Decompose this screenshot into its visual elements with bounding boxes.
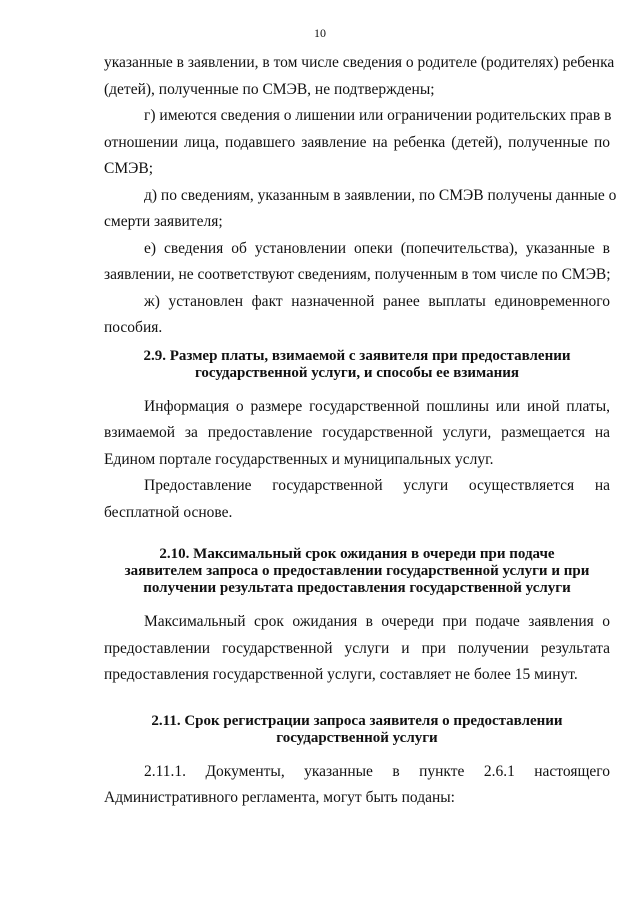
text-line: указанные в заявлении, в том числе сведения о родителе (родителях) ребенка — [104, 54, 615, 71]
list-item-zh: ж) установлен факт назначенной ранее выплаты единовременного — [144, 292, 610, 310]
list-item-g: г) имеются сведения о лишении или ограничении родительских прав в — [144, 107, 612, 124]
paragraph-line: Максимальный срок ожидания в очереди при подаче заявления о — [144, 613, 610, 630]
section-2-9-body — [104, 394, 610, 527]
text-line: смерти заявителя; — [104, 213, 223, 230]
section-heading-2-9 — [94, 348, 620, 382]
heading-line: государственной услуги, и способы ее взимания — [194, 364, 520, 381]
text-line: отношении лица, подавшего заявление на ребенка (детей), полученные по — [104, 133, 610, 151]
text-line: пособия. — [104, 319, 163, 336]
grounds-list — [104, 50, 617, 342]
heading-line: государственной услуги — [276, 729, 438, 746]
paragraph-line: взимаемой за предоставление государственной услуги, размещается на — [104, 424, 610, 441]
heading-line: получении результата предоставления государственной услуги — [143, 580, 571, 596]
paragraph-line: Предоставление государственной услуги осуществляется на — [144, 477, 610, 494]
paragraph-line: 2.11.1. Документы, указанные в пункте 2.6.1 настоящего — [144, 762, 610, 780]
text-line: заявлении, не соответствуют сведениям, полученным в том числе по СМЭВ; — [104, 266, 611, 283]
paragraph-line: Информация о размере государственной пошлины или иной платы, — [144, 397, 610, 415]
paragraph-line: Едином портале государственных и муниципальных услуг. — [104, 450, 494, 468]
heading-line: заявителем запроса о предоставлении государственной услуги и при — [124, 563, 590, 579]
list-item-d: д) по сведениям, указанным в заявлении, по СМЭВ получены данные о — [144, 186, 617, 204]
heading-line: 2.9. Размер платы, взимаемой с заявителя при предоставлении — [143, 347, 571, 364]
document-body — [104, 50, 617, 812]
paragraph-line: предоставлении государственной услуги и при получении результата — [104, 639, 610, 657]
paragraph-line: предоставления государственной услуги, составляет не более 15 минут. — [104, 666, 578, 683]
text-line: СМЭВ; — [104, 160, 153, 177]
section-2-10-body — [104, 609, 610, 689]
text-line: (детей), полученные по СМЭВ, не подтверждены; — [104, 80, 435, 98]
section-heading-2-11 — [104, 713, 610, 747]
page-number: 10 — [314, 26, 326, 40]
paragraph-line: бесплатной основе. — [104, 503, 233, 521]
paragraph-line: Административного регламента, могут быть поданы: — [104, 789, 455, 806]
heading-line: 2.11. Срок регистрации запроса заявителя о предоставлении — [151, 712, 563, 729]
list-item-e: е) сведения об установлении опеки (попечительства), указанные в — [144, 239, 610, 257]
section-heading-2-10 — [92, 546, 622, 597]
section-2-11-body — [104, 759, 610, 812]
heading-line: 2.10. Максимальный срок ожидания в очереди при подаче — [159, 546, 555, 562]
